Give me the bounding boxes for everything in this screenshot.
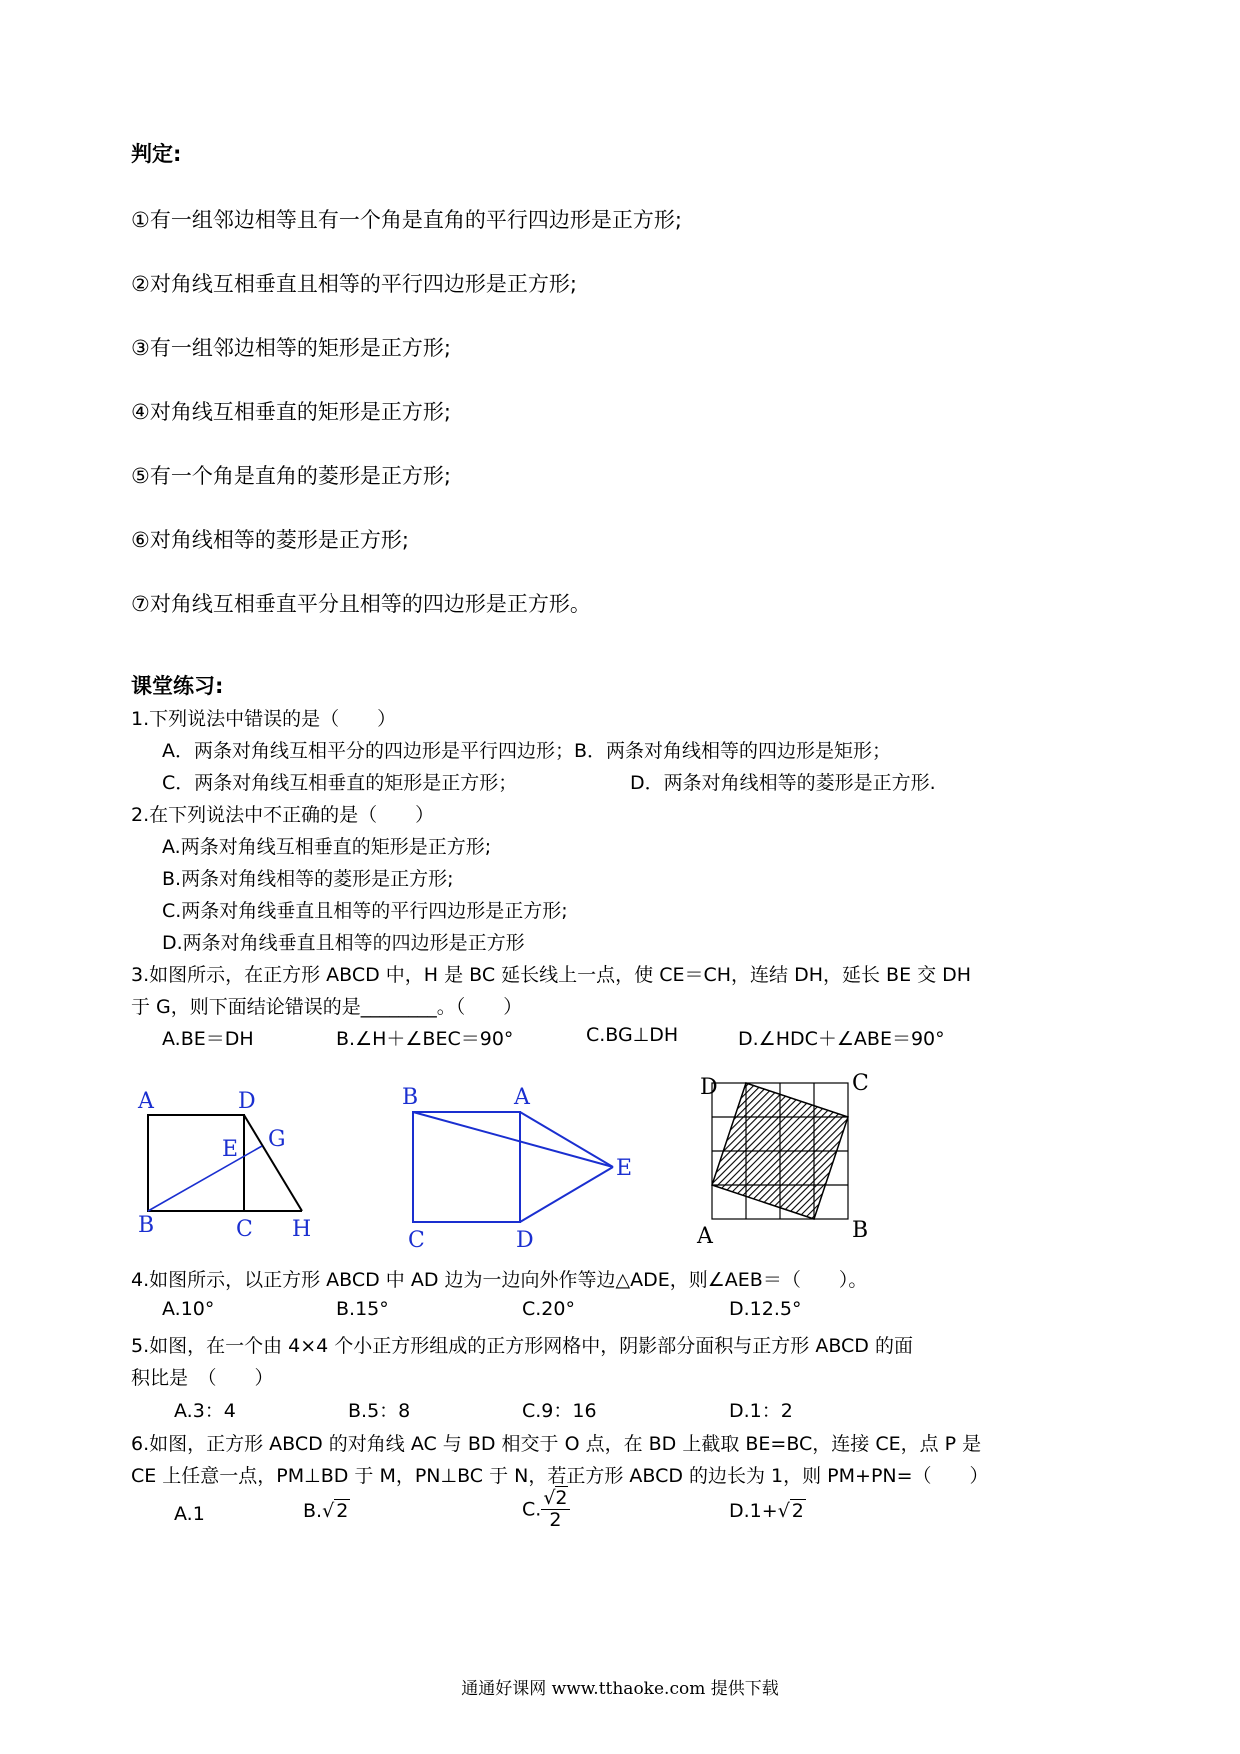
sqrt2-over-2-fraction: $\frac{√2}{2}$ xyxy=(543,1487,568,1531)
figure-2-square-abcd-e xyxy=(413,1112,613,1222)
fig2-line-de xyxy=(520,1167,613,1222)
q2-option-a: A.两条对角线互相垂直的矩形是正方形; xyxy=(162,836,492,858)
fraction-radicand: 2 xyxy=(555,1487,568,1509)
sqrt-2-expression: √ 2 xyxy=(777,1500,804,1522)
fig1-square xyxy=(148,1115,244,1211)
fig1-label-b: B xyxy=(138,1213,155,1238)
q5-option-b: B.5：8 xyxy=(348,1400,411,1422)
fig2-line-ae xyxy=(520,1112,613,1167)
q1-option-ab: A．两条对角线互相平分的四边形是平行四边形；B．两条对角线相等的四边形是矩形； xyxy=(162,740,892,762)
fig1-label-h: H xyxy=(292,1217,312,1242)
sqrt-2-expression: √ 2 xyxy=(322,1500,349,1522)
q5-option-c: C.9：16 xyxy=(522,1400,597,1422)
fig3-label-d: D xyxy=(700,1075,718,1100)
q4-stem: 4.如图所示，以正方形 ABCD 中 AD 边为一边向外作等边△ADE，则∠AEB＝（ ）。 xyxy=(131,1269,868,1291)
fig1-label-e: E xyxy=(222,1137,239,1162)
q3-option-a: A.BE＝DH xyxy=(162,1028,254,1050)
fig1-label-g: G xyxy=(268,1127,286,1152)
q2-option-c: C.两条对角线垂直且相等的平行四边形是正方形; xyxy=(162,900,568,922)
q1-option-d: D．两条对角线相等的菱形是正方形. xyxy=(630,772,936,794)
fig3-label-c: C xyxy=(852,1071,869,1096)
judge-item-6: ⑥对角线相等的菱形是正方形; xyxy=(131,528,409,552)
q6-option-a: A.1 xyxy=(174,1503,205,1525)
judge-item-1: ①有一组邻边相等且有一个角是直角的平行四边形是正方形; xyxy=(131,208,682,232)
q6-option-d xyxy=(729,1500,806,1522)
fig3-label-a: A xyxy=(697,1224,713,1249)
fig2-label-e: E xyxy=(616,1156,633,1181)
q4-option-a: A.10° xyxy=(162,1298,215,1320)
q2-option-b: B.两条对角线相等的菱形是正方形; xyxy=(162,868,454,890)
q1-stem: 1.下列说法中错误的是（ ） xyxy=(131,708,397,730)
fig1-label-c: C xyxy=(236,1217,253,1242)
q2-option-d: D.两条对角线垂直且相等的四边形是正方形 xyxy=(162,932,525,954)
judge-item-5: ⑤有一个角是直角的菱形是正方形; xyxy=(131,464,451,488)
q3-option-c: C.BG⊥DH xyxy=(586,1024,679,1046)
exercise-title: 课堂练习: xyxy=(131,674,224,698)
q2-stem: 2.在下列说法中不正确的是（ ） xyxy=(131,804,435,826)
fig2-line-be xyxy=(413,1112,613,1167)
judge-title: 判定: xyxy=(131,142,182,166)
fig2-label-b: B xyxy=(402,1085,419,1110)
q3-option-d: D.∠HDC＋∠ABE＝90° xyxy=(738,1028,945,1050)
figures-row xyxy=(0,1068,1240,1258)
q6-stem-line1: 6.如图，正方形 ABCD 的对角线 AC 与 BD 相交于 O 点，在 BD 上截取 BE=BC，连接 CE，点 P 是 xyxy=(131,1433,982,1455)
radicand: 2 xyxy=(336,1500,349,1522)
q4-option-d: D.12.5° xyxy=(729,1298,802,1320)
q4-option-c: C.20° xyxy=(522,1298,575,1320)
q1-option-c: C．两条对角线互相垂直的矩形是正方形； xyxy=(162,772,518,794)
fig3-shaded-square xyxy=(712,1083,848,1219)
q6-option-b xyxy=(303,1500,350,1522)
q3-stem-line2: 于 G，则下面结论错误的是________。（ ） xyxy=(131,996,523,1018)
judge-item-2: ②对角线互相垂直且相等的平行四边形是正方形; xyxy=(131,272,577,296)
q5-stem-line2: 积比是 （ ） xyxy=(131,1367,274,1389)
q5-option-a: A.3：4 xyxy=(174,1400,236,1422)
q6-option-c-prefix: C. xyxy=(522,1498,542,1521)
fig2-label-c: C xyxy=(408,1228,425,1253)
judge-item-3: ③有一组邻边相等的矩形是正方形; xyxy=(131,336,451,360)
fig2-label-d: D xyxy=(516,1228,534,1253)
q6-option-d-prefix: D.1+ xyxy=(729,1500,778,1522)
q6-option-c xyxy=(522,1488,570,1531)
fraction-denominator: 2 xyxy=(549,1508,562,1531)
q6-option-b-prefix: B. xyxy=(303,1500,323,1522)
fig1-label-d: D xyxy=(238,1089,256,1114)
fig2-square xyxy=(413,1112,520,1222)
radicand: 2 xyxy=(791,1500,804,1522)
judge-item-4: ④对角线互相垂直的矩形是正方形; xyxy=(131,400,451,424)
q3-stem-line1: 3.如图所示，在正方形 ABCD 中，H 是 BC 延长线上一点，使 CE＝CH，连结 DH，延长 BE 交 DH xyxy=(131,964,972,986)
q5-option-d: D.1：2 xyxy=(729,1400,793,1422)
q5-stem-line1: 5.如图，在一个由 4×4 个小正方形组成的正方形网格中，阴影部分面积与正方形 ABCD 的面 xyxy=(131,1335,913,1357)
fig3-label-b: B xyxy=(852,1218,869,1243)
q3-option-b: B.∠H＋∠BEC＝90° xyxy=(336,1028,514,1050)
page-footer: 通通好课网 www.tthaoke.com 提供下载 xyxy=(461,1679,779,1699)
fig1-label-a: A xyxy=(138,1089,154,1114)
fig2-label-a: A xyxy=(514,1085,530,1110)
q6-stem-line2: CE 上任意一点，PM⊥BD 于 M，PN⊥BC 于 N，若正方形 ABCD 的边长为 1，则 PM+PN=（ ） xyxy=(131,1465,989,1487)
judge-item-7: ⑦对角线互相垂直平分且相等的四边形是正方形。 xyxy=(131,592,591,616)
q4-option-b: B.15° xyxy=(336,1298,389,1320)
